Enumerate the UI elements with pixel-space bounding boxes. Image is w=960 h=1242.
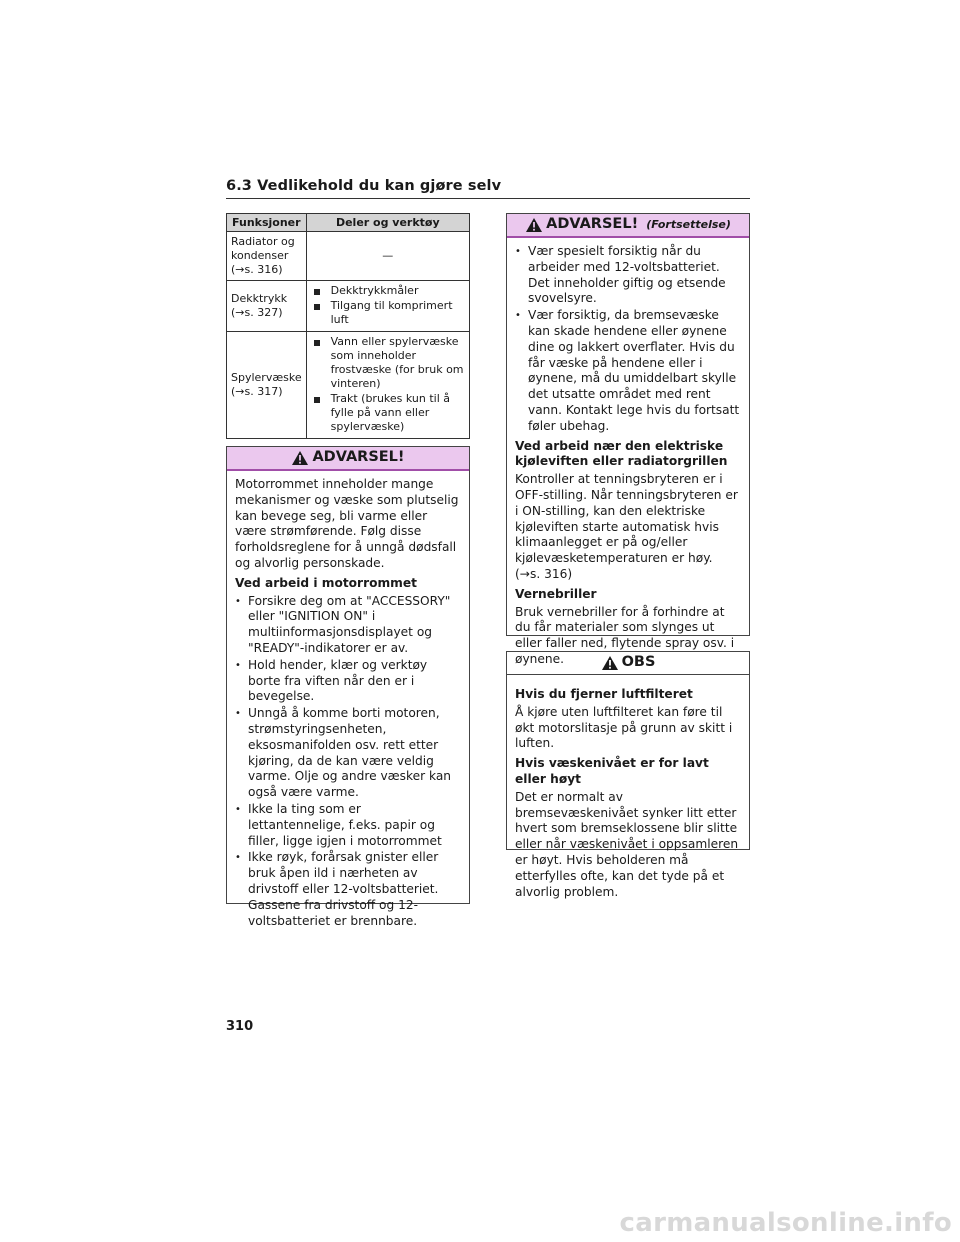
section-title: 6.3 Vedlikehold du kan gjøre selv <box>226 178 750 199</box>
warning-list <box>235 594 461 930</box>
table-header-functions: Funksjoner <box>227 214 307 232</box>
warning-title: ADVARSEL! <box>546 216 639 233</box>
list-item: • Vær spesielt forsiktig når du arbeider med 12-voltsbatteriet. Det inneholder giftig og etsende svovelsyre. <box>515 244 741 307</box>
page-reference: (→s. 316) <box>231 263 283 276</box>
notice-box <box>506 651 750 899</box>
warning-subheading: Ved arbeid nær den elektriske kjøleviften eller radiatorgrillen <box>515 438 728 469</box>
notice-paragraph: Det er normalt av bremsevæskenivået synker litt etter hvert som bremseklossene blir slitte eller når væskenivået i oppsamleren er høyt. Hvis beholderen må etterfylles ofte, kan det tyde på et alvorlig problem. <box>515 789 739 899</box>
square-bullet-icon <box>314 397 320 403</box>
table-cell-function <box>227 281 307 332</box>
table-row <box>227 281 470 332</box>
warning-header <box>507 214 749 238</box>
table-row <box>227 332 470 439</box>
continued-label: (Fortsettelse) <box>646 218 731 232</box>
list-item: • Vær forsiktig, da bremsevæske kan skade hendene eller øynene dine og lakkert overflater. Hvis du får væske på hendene eller i øynene, må du umiddelbart skylle det utsatte området med rent vann. Kontakt lege hvis du fortsatt føler ubehag. <box>515 308 741 434</box>
list-item: • Ikke la ting som er lettantennelige, f.eks. papir og filler, ligge igjen i motorrommet <box>235 802 461 849</box>
list-item: Trakt (brukes kun til å fylle på vann eller spylervæske) <box>311 392 465 434</box>
list-item: Dekktrykkmåler <box>311 284 465 298</box>
notice-subheading: Hvis du fjerner luftfilteret <box>515 687 693 701</box>
warning-header <box>227 447 469 471</box>
warning-subheading: Ved arbeid i motorrommet <box>235 575 417 590</box>
function-label: Spylervæske <box>231 371 302 384</box>
warning-list <box>515 244 741 435</box>
notice-subheading: Hvis væskenivået er for lavt eller høyt <box>515 756 709 786</box>
page-reference: (→s. 327) <box>231 306 283 319</box>
watermark: carmanualsonline.info <box>619 1208 952 1238</box>
warning-triangle-icon <box>525 217 543 233</box>
warning-body <box>507 238 749 678</box>
tools-table <box>226 213 470 439</box>
list-item: • Forsikre deg om at "ACCESSORY" eller "IGNITION ON" i multiinformasjonsdisplayet og "READY"-indikatorer er av. <box>235 594 461 657</box>
list-item: • Hold hender, klær og verktøy borte fra viften når den er i bevegelse. <box>235 658 461 705</box>
warning-title: ADVARSEL! <box>312 449 405 466</box>
function-label: Radiator og kondenser <box>231 235 295 262</box>
page-number: 310 <box>226 1019 254 1034</box>
notice-paragraph: Å kjøre uten luftfilteret kan føre til økt motorslitasje på grunn av skitt i luften. <box>515 704 733 751</box>
table-cell-function <box>227 232 307 281</box>
list-item: • Unngå å komme borti motoren, strømstyringsenheten, eksosmanifolden osv. rett etter kjøring, da de kan være veldig varme. Olje og andre væsker kan også være varme. <box>235 706 461 801</box>
warning-paragraph: Bruk vernebriller for å forhindre at du får materialer som slynges ut eller faller ned, flytende spray osv. i øynene. <box>515 604 735 666</box>
square-bullet-icon <box>314 289 320 295</box>
table-header-row <box>227 214 470 232</box>
notice-body <box>507 675 749 910</box>
table-cell-tools <box>306 281 469 332</box>
warning-paragraph: Kontroller at tenningsbryteren er i OFF-stilling. Når tenningsbryteren er i ON-stilling, kan den elektriske kjøleviften starte automatisk hvis klimaanlegget er på og/eller kjølevæsketemperaturen er høy. <box>515 472 738 566</box>
table-row <box>227 232 470 281</box>
warning-body <box>227 471 469 936</box>
square-bullet-icon <box>314 304 320 310</box>
list-item: Vann eller spylervæske som inneholder frostvæske (for bruk om vinteren) <box>311 335 465 391</box>
page-reference: (→s. 317) <box>231 385 283 398</box>
table-cell-tools <box>306 332 469 439</box>
list-item: Tilgang til komprimert luft <box>311 299 465 327</box>
warning-intro: Motorrommet inneholder mange mekanismer og væske som plutselig kan bevege seg, bli varme eller være strømførende. Følg disse forholdsreglene for å unngå dødsfall og alvorlig personskade. <box>235 477 459 570</box>
warning-triangle-icon <box>601 655 619 671</box>
table-cell-function <box>227 332 307 439</box>
function-label: Dekktrykk <box>231 292 288 305</box>
list-item: • Ikke røyk, forårsak gnister eller bruk åpen ild i nærheten av drivstoff eller 12-voltsbatteriet. Gassene fra drivstoff og 12-voltsbatteriet er brennbare. <box>235 850 461 929</box>
notice-title: OBS <box>621 654 656 671</box>
page-reference: (→s. 316) <box>515 566 573 581</box>
table-cell-tools: — <box>306 232 469 281</box>
warning-box <box>226 446 470 928</box>
notice-header <box>507 652 749 675</box>
square-bullet-icon <box>314 340 320 346</box>
table-header-tools: Deler og verktøy <box>306 214 469 232</box>
warning-triangle-icon <box>291 450 309 466</box>
warning-subheading: Vernebriller <box>515 586 597 601</box>
